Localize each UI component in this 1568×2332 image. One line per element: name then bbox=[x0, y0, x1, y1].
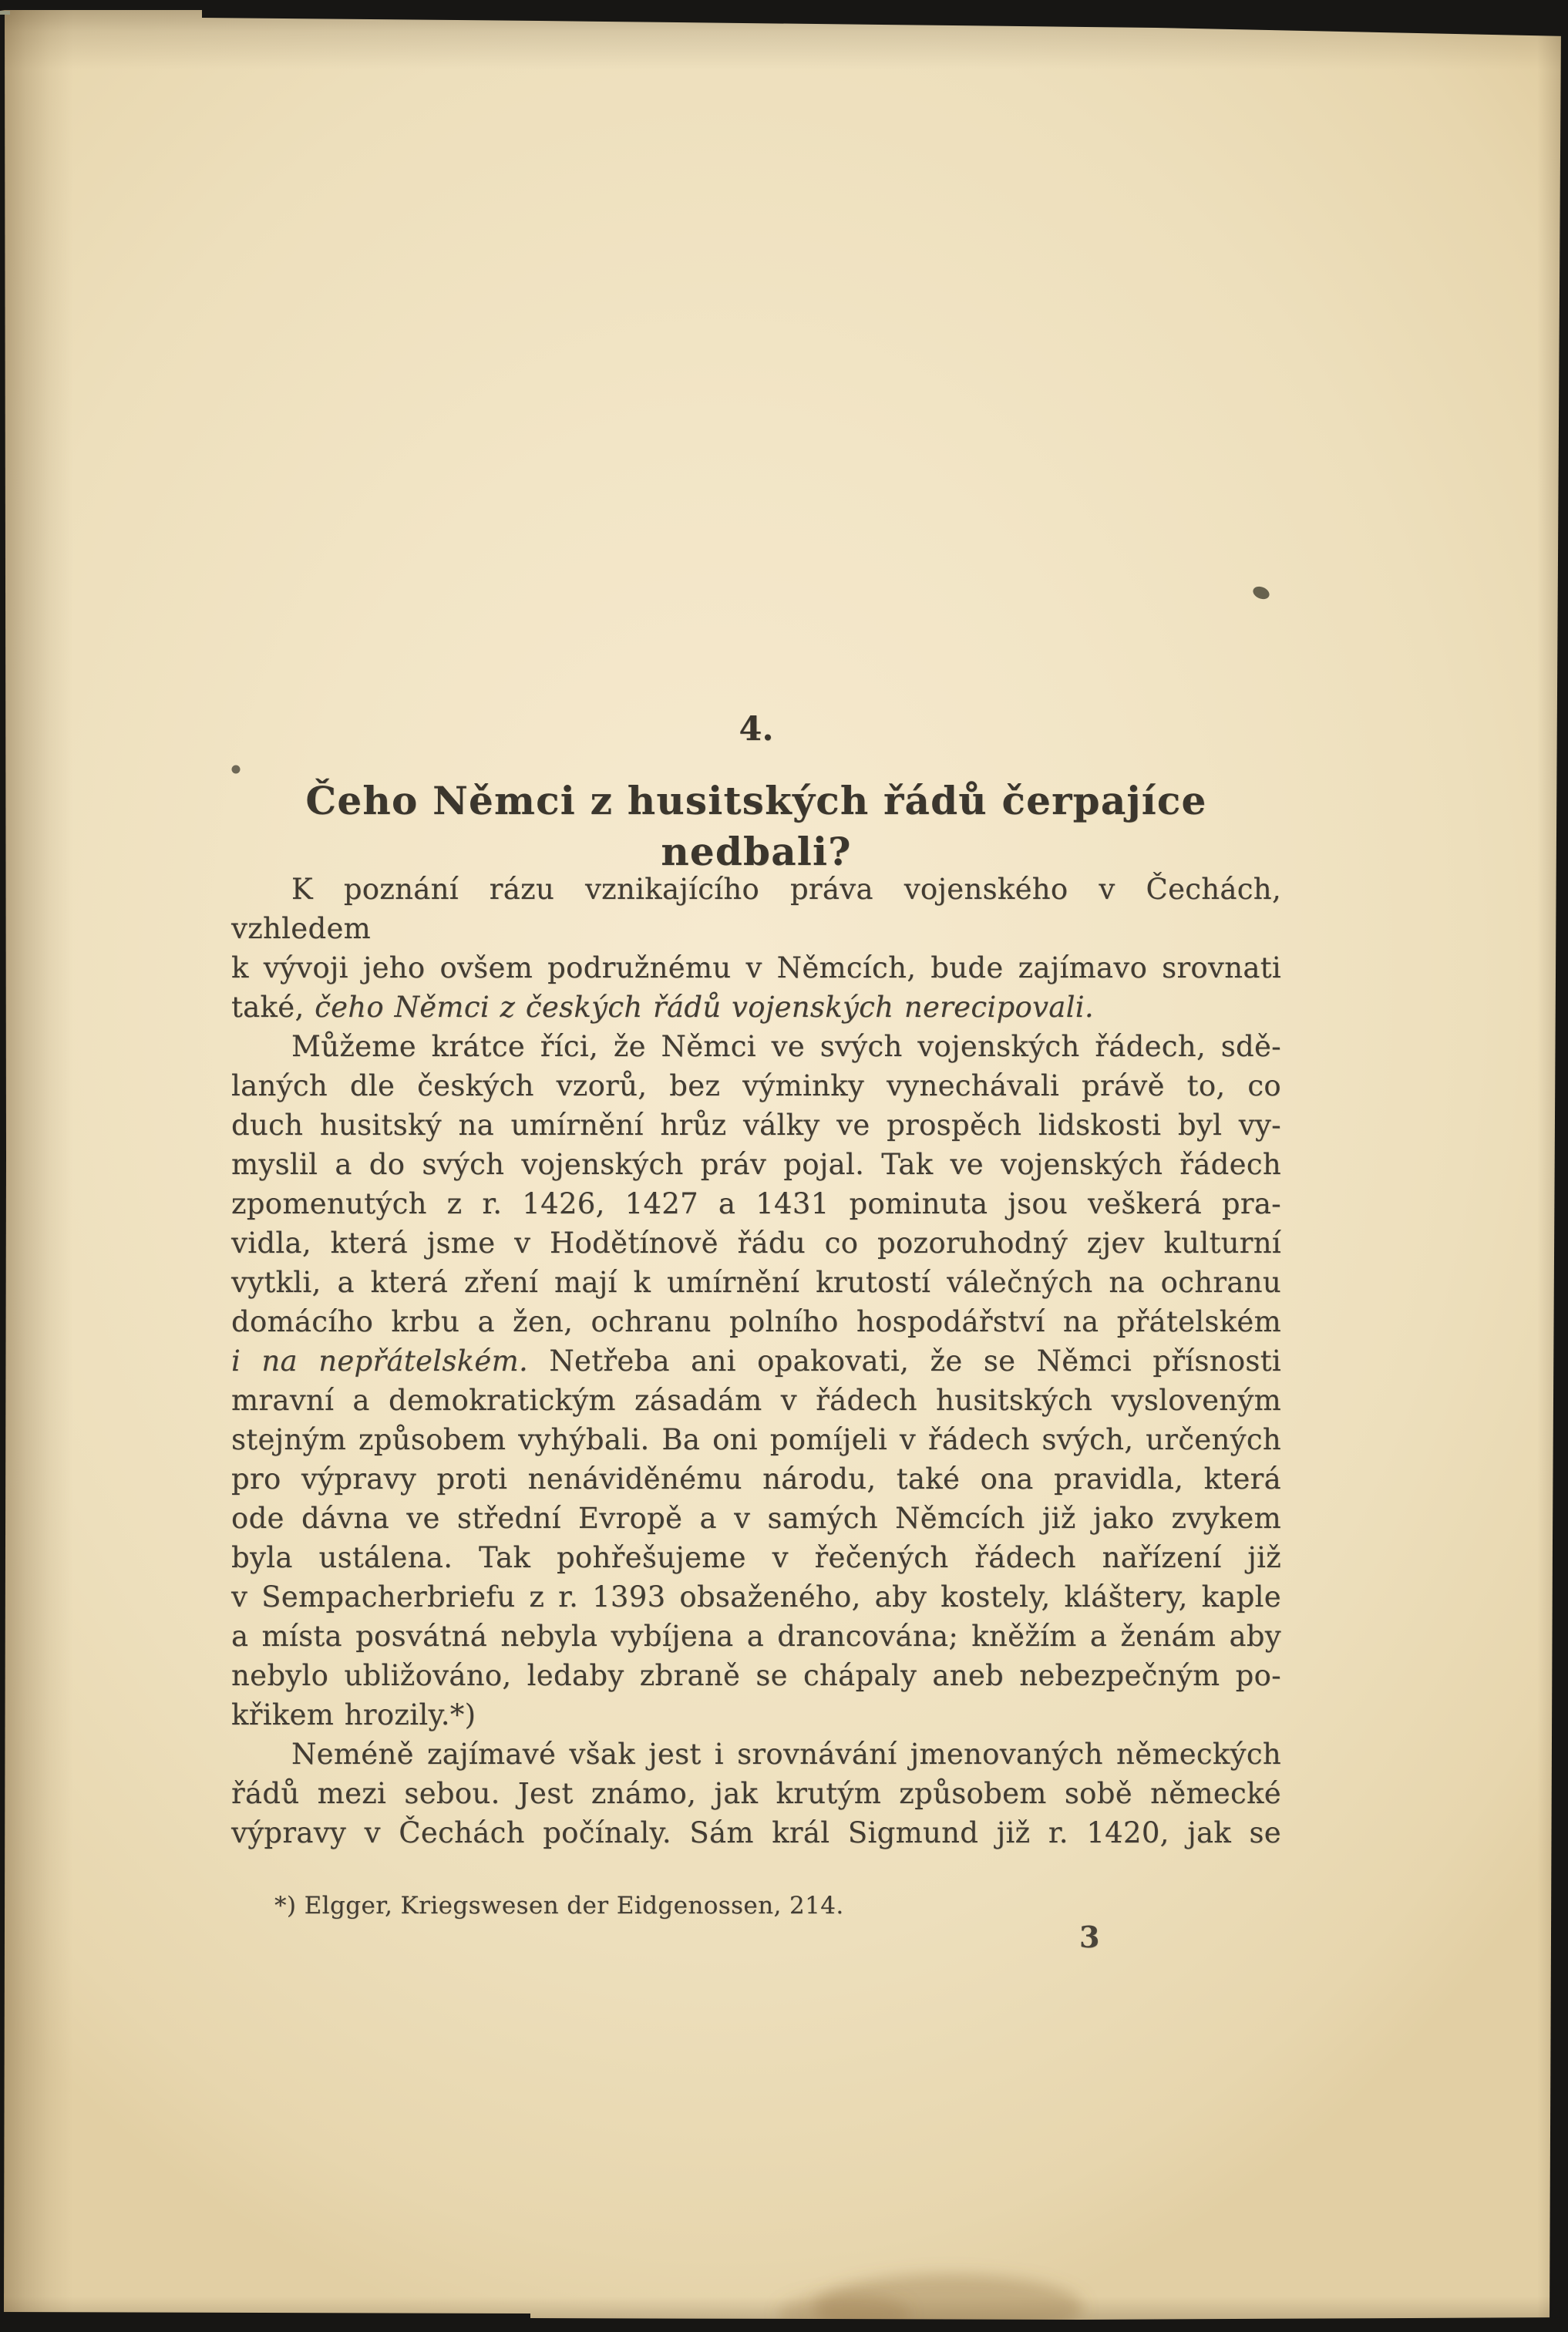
body-line bbox=[231, 1184, 1281, 1223]
text-segment: laných dle českých vzorů, bez výminky vynechávali právě to, co bbox=[231, 1069, 1281, 1102]
text-segment: výpravy v Čechách počínaly. Sám král Sigmund již r. 1420, jak se bbox=[231, 1816, 1281, 1849]
body-line bbox=[231, 1577, 1281, 1617]
text-segment: K poznání rázu vznikajícího práva vojenského v Čechách, vzhledem bbox=[231, 873, 1281, 945]
body-line bbox=[231, 1145, 1281, 1184]
chapter-heading: Čeho Němci z husitských řádů čerpajíce nedbali? bbox=[305, 778, 1207, 874]
body-line bbox=[231, 1420, 1281, 1459]
body-line bbox=[231, 870, 1281, 948]
italic-text-segment: čeho Němci z českých řádů vojenských nerecipovali. bbox=[315, 991, 1094, 1024]
text-segment: zpomenutých z r. 1426, 1427 a 1431 pominuta jsou veškerá pra- bbox=[231, 1187, 1281, 1220]
page-number-label: 3 bbox=[1079, 1920, 1100, 1954]
section-number: 4. bbox=[739, 710, 774, 749]
body-text bbox=[231, 870, 1281, 1852]
body-line bbox=[231, 1381, 1281, 1420]
body-line bbox=[231, 1459, 1281, 1499]
text-segment: vidla, která jsme v Hodětínově řádu co pozoruhodný zjev kulturní bbox=[231, 1227, 1281, 1260]
body-line bbox=[231, 1499, 1281, 1538]
text-segment: vytkli, a která zření mají k umírnění krutostí válečných na ochranu bbox=[231, 1266, 1281, 1299]
text-segment: stejným způsobem vyhýbali. Ba oni pomíjeli v řádech svých, určených bbox=[231, 1423, 1281, 1456]
body-line bbox=[231, 1223, 1281, 1263]
page-content bbox=[231, 0, 1281, 2332]
body-line bbox=[231, 1695, 1281, 1735]
body-line bbox=[231, 1341, 1281, 1381]
text-segment: křikem hrozily.*) bbox=[231, 1698, 476, 1731]
gutter-shadow bbox=[0, 0, 73, 2332]
text-segment: pro výpravy proti nenáviděnému národu, také ona pravidla, která bbox=[231, 1462, 1281, 1496]
body-line bbox=[231, 1735, 1281, 1774]
italic-text-segment: i na nepřátelském. bbox=[231, 1344, 529, 1378]
body-line bbox=[231, 988, 1281, 1027]
body-line bbox=[231, 1027, 1281, 1066]
body-line bbox=[231, 1774, 1281, 1813]
body-line bbox=[231, 1105, 1281, 1145]
right-edge-shadow bbox=[1537, 0, 1568, 2332]
text-segment: k vývoji jeho ovšem podružnému v Němcích, bude zajímavo srovnati bbox=[231, 951, 1281, 984]
body-line bbox=[231, 1538, 1281, 1577]
body-line bbox=[231, 1813, 1281, 1852]
text-segment: Můžeme krátce říci, že Němci ve svých vojenských řádech, sdě- bbox=[291, 1030, 1281, 1063]
text-segment: ode dávna ve střední Evropě a v samých Němcích již jako zvykem bbox=[231, 1502, 1281, 1535]
text-segment: a místa posvátná nebyla vybíjena a drancována; kněžím a ženám aby bbox=[231, 1620, 1281, 1653]
text-segment: Netřeba ani opakovati, že se Němci přísnosti bbox=[528, 1344, 1281, 1378]
body-line bbox=[231, 1656, 1281, 1695]
text-segment: v Sempacherbriefu z r. 1393 obsaženého, aby kostely, kláštery, kaple bbox=[231, 1580, 1281, 1614]
footnote: *) Elgger, Kriegswesen der Eidgenossen, 214. bbox=[274, 1892, 844, 1920]
body-line bbox=[231, 948, 1281, 988]
text-segment: Neméně zajímavé však jest i srovnávání jmenovaných německých bbox=[291, 1738, 1281, 1771]
text-segment: byla ustálena. Tak pohřešujeme v řečených řádech nařízení již bbox=[231, 1541, 1281, 1574]
body-line bbox=[231, 1066, 1281, 1105]
text-segment: duch husitský na umírnění hrůz války ve prospěch lidskosti byl vy- bbox=[231, 1109, 1281, 1142]
text-segment: nebylo ubližováno, ledaby zbraně se chápaly aneb nebezpečným po- bbox=[231, 1659, 1281, 1692]
text-segment: mravní a demokratickým zásadám v řádech husitských vysloveným bbox=[231, 1384, 1281, 1417]
body-line bbox=[231, 1263, 1281, 1302]
body-line bbox=[231, 1617, 1281, 1656]
text-segment: myslil a do svých vojenských práv pojal. Tak ve vojenských řádech bbox=[231, 1148, 1281, 1181]
body-line bbox=[231, 1302, 1281, 1341]
text-segment: také, bbox=[231, 991, 315, 1024]
text-segment: řádů mezi sebou. Jest známo, jak krutým způsobem sobě německé bbox=[231, 1777, 1281, 1810]
text-segment: domácího krbu a žen, ochranu polního hospodářství na přátelském bbox=[231, 1305, 1281, 1338]
